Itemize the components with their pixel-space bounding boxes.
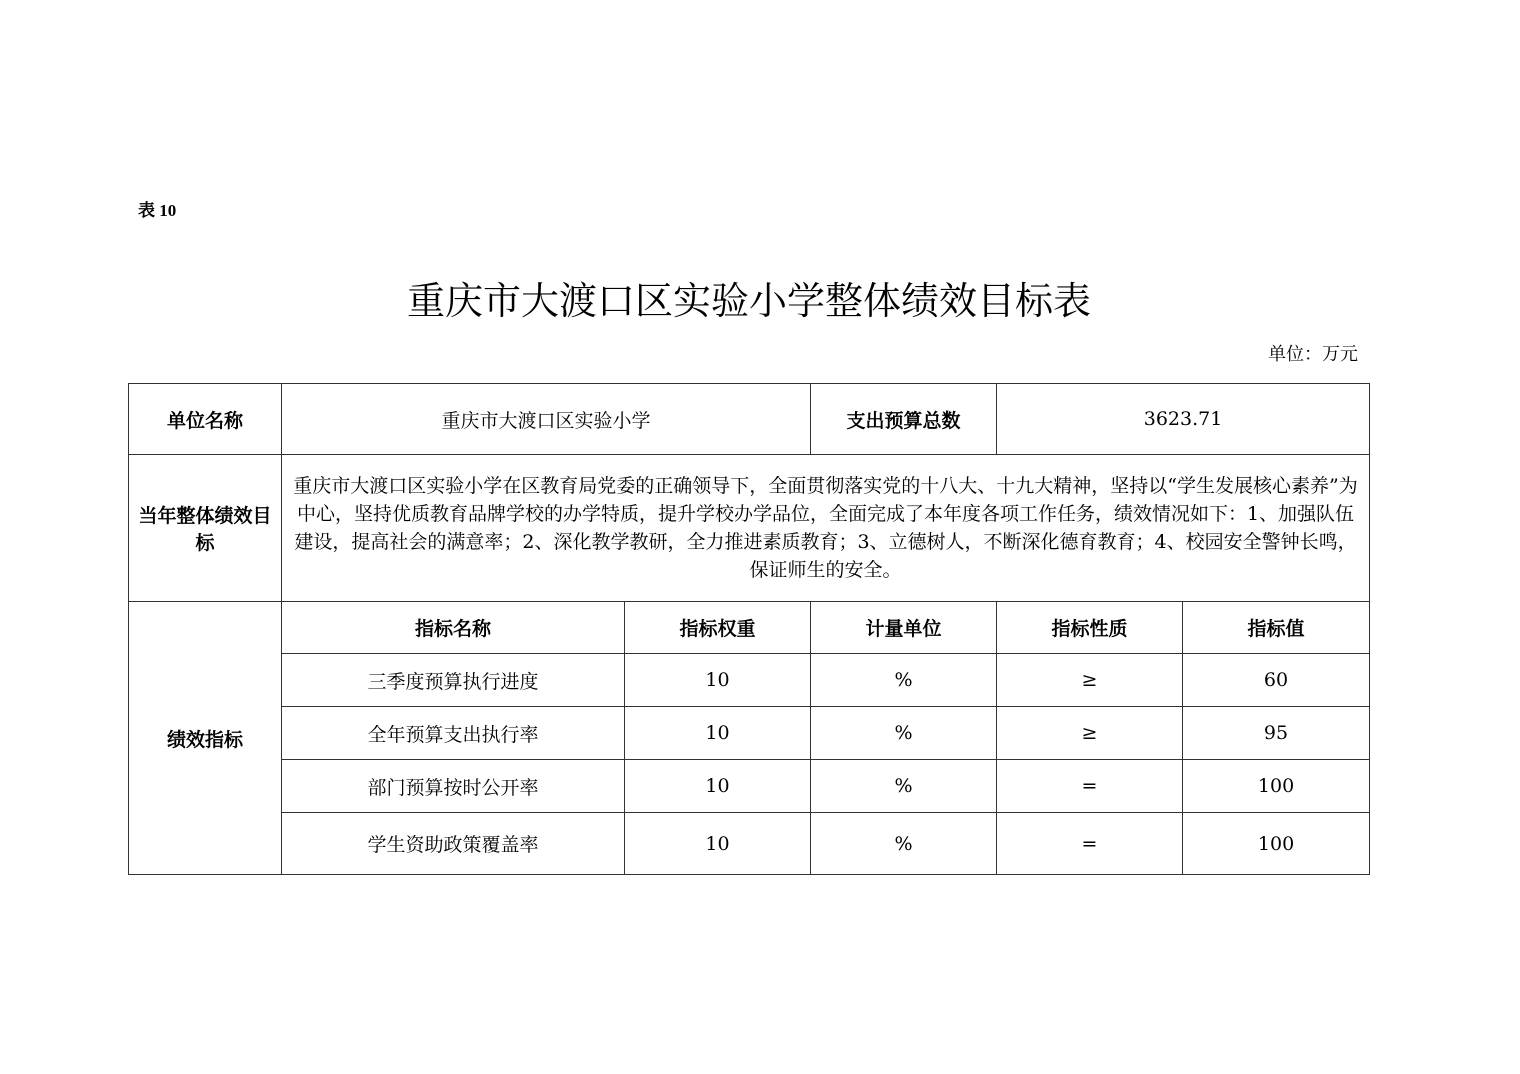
indicator-nature-cell: = <box>997 813 1183 875</box>
header-indicator-value: 指标值 <box>1183 602 1370 654</box>
indicator-value-cell: 60 <box>1183 654 1370 707</box>
indicator-weight-cell: 10 <box>625 654 811 707</box>
performance-table <box>128 383 1370 875</box>
indicator-weight-cell: 10 <box>625 760 811 813</box>
header-indicator-nature: 指标性质 <box>997 602 1183 654</box>
indicator-nature-cell: = <box>997 760 1183 813</box>
unit-name-label: 单位名称 <box>129 384 282 455</box>
header-measure-unit: 计量单位 <box>811 602 997 654</box>
measure-unit-cell: % <box>811 813 997 875</box>
indicator-value-cell: 100 <box>1183 813 1370 875</box>
indicator-value-cell: 100 <box>1183 760 1370 813</box>
indicator-nature-cell: ≥ <box>997 707 1183 760</box>
table-row <box>129 813 1370 875</box>
measure-unit-cell: % <box>811 707 997 760</box>
table-row <box>129 707 1370 760</box>
table-row <box>129 654 1370 707</box>
indicator-weight-cell: 10 <box>625 813 811 875</box>
goal-row <box>129 455 1370 602</box>
indicator-value-cell: 95 <box>1183 707 1370 760</box>
document-title: 重庆市大渡口区实验小学整体绩效目标表 <box>406 279 1091 323</box>
indicator-name-cell: 三季度预算执行进度 <box>282 654 625 707</box>
table-row <box>129 760 1370 813</box>
unit-name-value: 重庆市大渡口区实验小学 <box>282 384 811 455</box>
indicator-nature-cell: ≥ <box>997 654 1183 707</box>
table-number: 表 10 <box>138 201 177 220</box>
unit-row <box>129 384 1370 455</box>
indicator-name-cell: 全年预算支出执行率 <box>282 707 625 760</box>
indicators-label: 绩效指标 <box>129 602 282 875</box>
budget-total-value: 3623.71 <box>997 384 1370 455</box>
unit-note: 单位：万元 <box>1268 344 1358 365</box>
annual-goal-label: 当年整体绩效目标 <box>129 455 282 602</box>
indicator-name-cell: 部门预算按时公开率 <box>282 760 625 813</box>
header-indicator-weight: 指标权重 <box>625 602 811 654</box>
header-indicator-name: 指标名称 <box>282 602 625 654</box>
measure-unit-cell: % <box>811 654 997 707</box>
measure-unit-cell: % <box>811 760 997 813</box>
indicator-name-cell: 学生资助政策覆盖率 <box>282 813 625 875</box>
indicator-header-row <box>129 602 1370 654</box>
annual-goal-text: 重庆市大渡口区实验小学在区教育局党委的正确领导下，全面贯彻落实党的十八大、十九大精神，坚持以“学生发展核心素养”为中心，坚持优质教育品牌学校的办学特质，提升学校办学品位，全面完成了本年度各项工作任务，绩效情况如下：1、加强队伍建设，提高社会的满意率；2、深化教学教研，全力推进素质教育；3、立德树人，不断深化德育教育；4、校园安全警钟长鸣，保证师生的安全。 <box>282 455 1370 602</box>
budget-total-label: 支出预算总数 <box>811 384 997 455</box>
indicator-weight-cell: 10 <box>625 707 811 760</box>
